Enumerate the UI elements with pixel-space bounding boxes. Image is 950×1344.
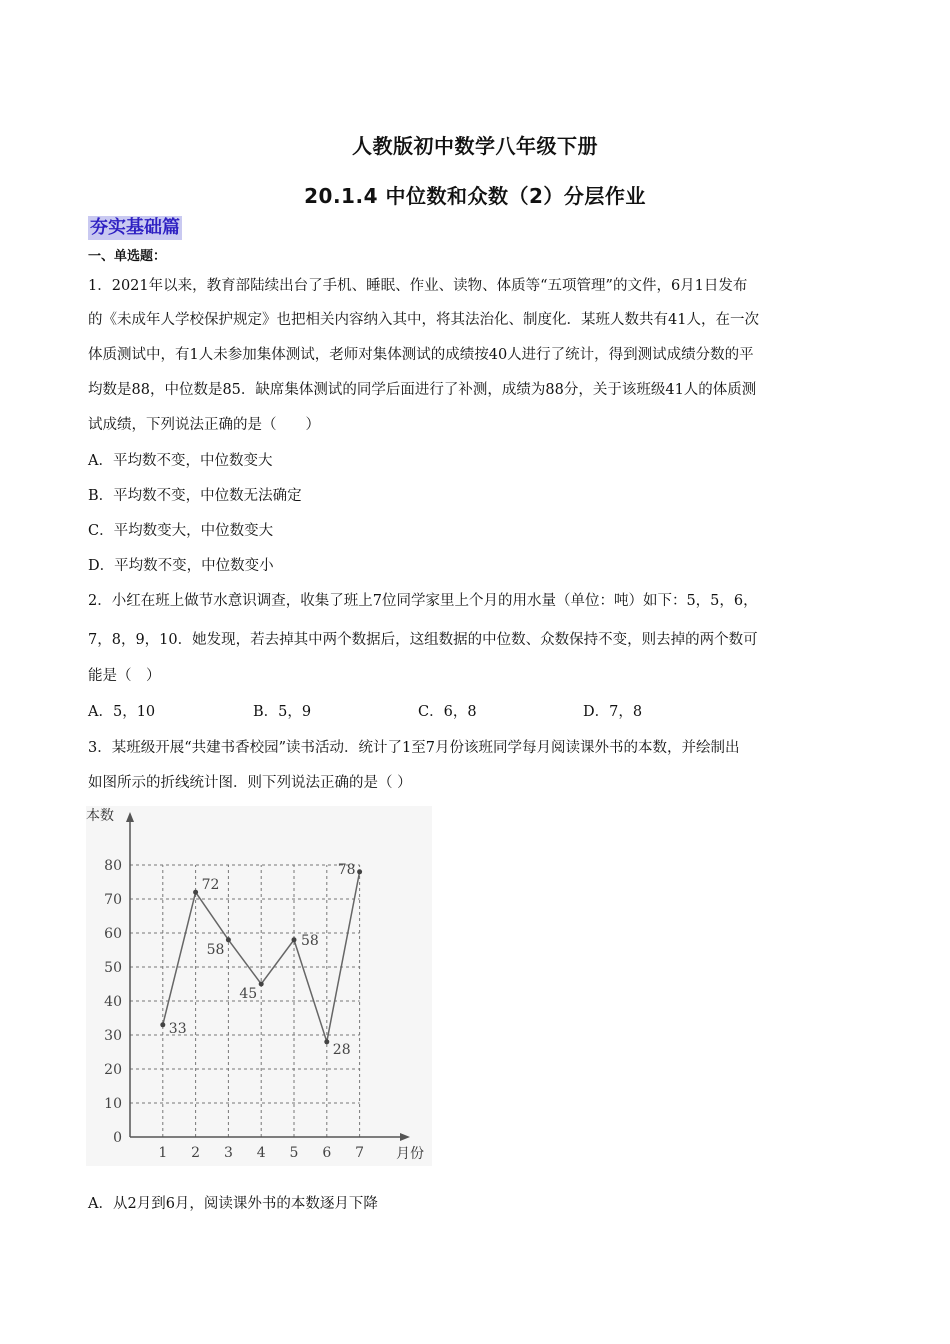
data-point (292, 937, 297, 942)
y-tick-label: 10 (104, 1096, 122, 1112)
x-tick-label: 1 (158, 1145, 168, 1161)
section-subheading: 一、单选题： (88, 249, 167, 264)
x-tick-label: 4 (256, 1145, 266, 1161)
data-point (193, 890, 198, 895)
q3-option-a[interactable]: A．从2月到6月，阅读课外书的本数逐月下降 (88, 1196, 378, 1212)
section-label: 夯实基础篇 (90, 217, 180, 238)
data-point (226, 937, 231, 942)
y-tick-label: 0 (113, 1130, 122, 1146)
q1-line: 试成绩，下列说法正确的是（ ） (88, 417, 320, 433)
y-tick-label: 40 (104, 994, 122, 1010)
q2-option-d[interactable]: D．7，8 (583, 704, 643, 720)
y-tick-label: 70 (104, 892, 122, 908)
document-subtitle: 20.1.4 中位数和众数（2）分层作业 (304, 184, 646, 208)
line-chart (80, 800, 440, 1175)
data-label: 58 (301, 932, 319, 949)
data-label: 58 (206, 941, 225, 958)
data-label: 78 (337, 861, 356, 878)
q2-line: 能是（ ） (88, 668, 161, 684)
chart-background (86, 806, 432, 1166)
data-label: 45 (239, 986, 258, 1002)
q2-option-c[interactable]: C．6，8 (418, 704, 477, 720)
q2-line: 7，8，9，10．她发现，若去掉其中两个数据后，这组数据的中位数、众数保持不变，则去掉的两个数可 (88, 632, 758, 648)
q1-option-b[interactable]: B．平均数不变，中位数无法确定 (88, 488, 302, 504)
q1-line: 的《未成年人学校保护规定》也把相关内容纳入其中，将其法治化、制度化．某班人数共有41人，在一次 (88, 312, 759, 328)
q1-line: 1．2021年以来，教育部陆续出台了手机、睡眠、作业、读物、体质等“五项管理”的文件，6月1日发布 (88, 278, 748, 294)
y-tick-label: 30 (104, 1028, 122, 1044)
x-tick-label: 2 (191, 1145, 201, 1161)
q2-option-a[interactable]: A．5，10 (88, 704, 156, 720)
x-tick-label: 7 (355, 1145, 365, 1161)
q1-line: 均数是88，中位数是85．缺席集体测试的同学后面进行了补测，成绩为88分，关于该班级41人的体质测 (88, 382, 757, 398)
x-tick-label: 5 (289, 1145, 299, 1161)
x-tick-label: 3 (223, 1145, 233, 1161)
data-point (160, 1022, 165, 1027)
q1-option-c[interactable]: C．平均数变大，中位数变大 (88, 523, 274, 539)
y-tick-label: 50 (104, 960, 122, 976)
q2-option-b[interactable]: B．5，9 (253, 704, 312, 720)
y-tick-label: 60 (104, 926, 122, 942)
x-axis-label: 月份 (396, 1146, 424, 1162)
q2-line: 2．小红在班上做节水意识调查，收集了班上7位同学家里上个月的用水量（单位：吨）如下：5，5，6， (88, 593, 758, 609)
q3-line: 3．某班级开展“共建书香校园”读书活动．统计了1至7月份该班同学每月阅读课外书的本数，并绘制出 (88, 740, 740, 756)
data-label: 33 (168, 1020, 187, 1037)
data-point (324, 1039, 329, 1044)
y-axis-label: 本数 (86, 808, 114, 824)
data-label: 72 (201, 877, 220, 894)
y-tick-label: 20 (104, 1062, 122, 1078)
x-tick-label: 6 (322, 1145, 332, 1161)
q3-line: 如图所示的折线统计图．则下列说法正确的是（ ） (88, 775, 412, 791)
y-tick-label: 80 (104, 858, 122, 874)
data-point (357, 869, 362, 874)
data-point (259, 982, 264, 987)
q1-option-a[interactable]: A．平均数不变，中位数变大 (88, 453, 273, 469)
q1-line: 体质测试中，有1人未参加集体测试，老师对集体测试的成绩按40人进行了统计，得到测试成绩分数的平 (88, 347, 754, 363)
q1-option-d[interactable]: D．平均数不变，中位数变小 (88, 558, 274, 574)
document-title: 人教版初中数学八年级下册 (352, 134, 598, 158)
data-label: 28 (332, 1041, 351, 1058)
